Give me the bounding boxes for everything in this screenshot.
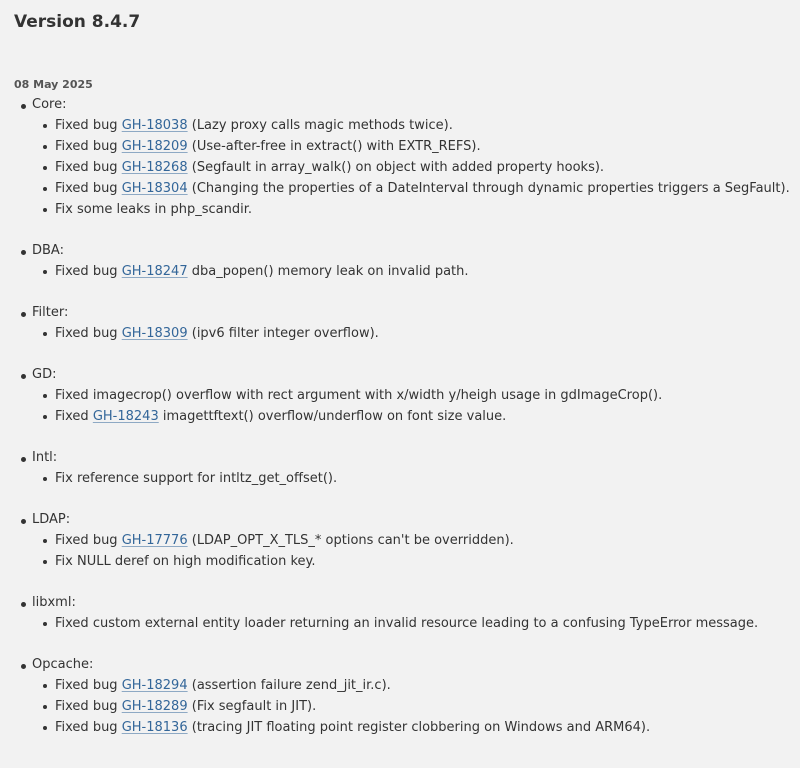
entry-text: (Fix segfault in JIT). bbox=[187, 699, 317, 714]
changelog-sections bbox=[14, 97, 800, 738]
changelog-entry bbox=[32, 551, 800, 572]
section-name: libxml: bbox=[32, 595, 76, 610]
entry-list bbox=[32, 115, 800, 220]
entry-list bbox=[32, 261, 800, 282]
changelog-entry bbox=[32, 717, 800, 738]
changelog-section bbox=[14, 450, 800, 489]
bug-link[interactable]: GH-18136 bbox=[121, 720, 188, 735]
entry-text: (tracing JIT floating point register clobbering on Windows and ARM64). bbox=[187, 720, 651, 735]
changelog-entry bbox=[32, 323, 800, 344]
changelog-entry bbox=[32, 178, 800, 199]
entry-text: Fixed bug bbox=[55, 160, 122, 175]
section-name: Opcache: bbox=[32, 657, 94, 672]
section-name: Filter: bbox=[32, 305, 69, 320]
changelog-entry bbox=[32, 406, 800, 427]
entry-text: Fixed bbox=[55, 409, 93, 424]
entry-text: Fixed bug bbox=[55, 139, 122, 154]
bug-link[interactable]: GH-18294 bbox=[121, 678, 188, 693]
entry-text: (Use-after-free in extract() with EXTR_REFS). bbox=[187, 139, 481, 154]
entry-text: imagettftext() overflow/underflow on font size value. bbox=[158, 409, 507, 424]
entry-list bbox=[32, 530, 800, 572]
entry-text: (LDAP_OPT_X_TLS_* options can't be overridden). bbox=[187, 533, 514, 548]
bug-link[interactable]: GH-18247 bbox=[121, 264, 188, 279]
entry-list bbox=[32, 385, 800, 427]
entry-text: Fixed custom external entity loader returning an invalid resource leading to a confusing TypeError message. bbox=[55, 616, 759, 631]
entry-text: (Changing the properties of a DateInterval through dynamic properties triggers a SegFault). bbox=[187, 181, 790, 196]
changelog-entry bbox=[32, 385, 800, 406]
entry-list bbox=[32, 468, 800, 489]
changelog-entry bbox=[32, 675, 800, 696]
section-name: Core: bbox=[32, 97, 67, 112]
entry-text: Fix reference support for intltz_get_offset(). bbox=[55, 471, 338, 486]
entry-text: Fixed bug bbox=[55, 699, 122, 714]
release-date: 08 May 2025 bbox=[14, 78, 93, 91]
changelog-section bbox=[14, 305, 800, 344]
changelog-entry bbox=[32, 115, 800, 136]
bug-link[interactable]: GH-18304 bbox=[121, 181, 188, 196]
changelog-section bbox=[14, 97, 800, 220]
section-name: GD: bbox=[32, 367, 57, 382]
entry-list bbox=[32, 675, 800, 738]
changelog-section bbox=[14, 657, 800, 738]
section-name: DBA: bbox=[32, 243, 64, 258]
bug-link[interactable]: GH-17776 bbox=[121, 533, 188, 548]
entry-text: (Lazy proxy calls magic methods twice). bbox=[187, 118, 453, 133]
entry-text: Fixed bug bbox=[55, 118, 122, 133]
bug-link[interactable]: GH-18309 bbox=[121, 326, 188, 341]
changelog-entry bbox=[32, 468, 800, 489]
changelog-section bbox=[14, 595, 800, 634]
changelog-entry bbox=[32, 136, 800, 157]
entry-list bbox=[32, 613, 800, 634]
entry-text: Fix some leaks in php_scandir. bbox=[55, 202, 252, 217]
changelog-section bbox=[14, 512, 800, 572]
section-name: Intl: bbox=[32, 450, 58, 465]
entry-text: (ipv6 filter integer overflow). bbox=[187, 326, 379, 341]
bug-link[interactable]: GH-18289 bbox=[121, 699, 188, 714]
changelog-entry bbox=[32, 696, 800, 717]
bug-link[interactable]: GH-18243 bbox=[92, 409, 159, 424]
entry-text: Fixed bug bbox=[55, 533, 122, 548]
entry-text: dba_popen() memory leak on invalid path. bbox=[187, 264, 469, 279]
changelog-section bbox=[14, 243, 800, 282]
changelog-entry bbox=[32, 613, 800, 634]
version-title: Version 8.4.7 bbox=[14, 12, 141, 32]
entry-text: Fixed bug bbox=[55, 326, 122, 341]
entry-text: Fixed bug bbox=[55, 678, 122, 693]
entry-text: Fixed bug bbox=[55, 264, 122, 279]
changelog-entry bbox=[32, 530, 800, 551]
changelog-section bbox=[14, 367, 800, 427]
entry-text: (assertion failure zend_jit_ir.c). bbox=[187, 678, 391, 693]
changelog-entry bbox=[32, 261, 800, 282]
entry-list bbox=[32, 323, 800, 344]
section-name: LDAP: bbox=[32, 512, 71, 527]
entry-text: Fixed imagecrop() overflow with rect argument with x/width y/heigh usage in gdImageCrop(). bbox=[55, 388, 663, 403]
changelog-entry bbox=[32, 157, 800, 178]
bug-link[interactable]: GH-18209 bbox=[121, 139, 188, 154]
entry-text: Fix NULL deref on high modification key. bbox=[55, 554, 316, 569]
entry-text: Fixed bug bbox=[55, 720, 122, 735]
entry-text: Fixed bug bbox=[55, 181, 122, 196]
entry-text: (Segfault in array_walk() on object with added property hooks). bbox=[187, 160, 605, 175]
bug-link[interactable]: GH-18268 bbox=[121, 160, 188, 175]
bug-link[interactable]: GH-18038 bbox=[121, 118, 188, 133]
changelog-entry bbox=[32, 199, 800, 220]
